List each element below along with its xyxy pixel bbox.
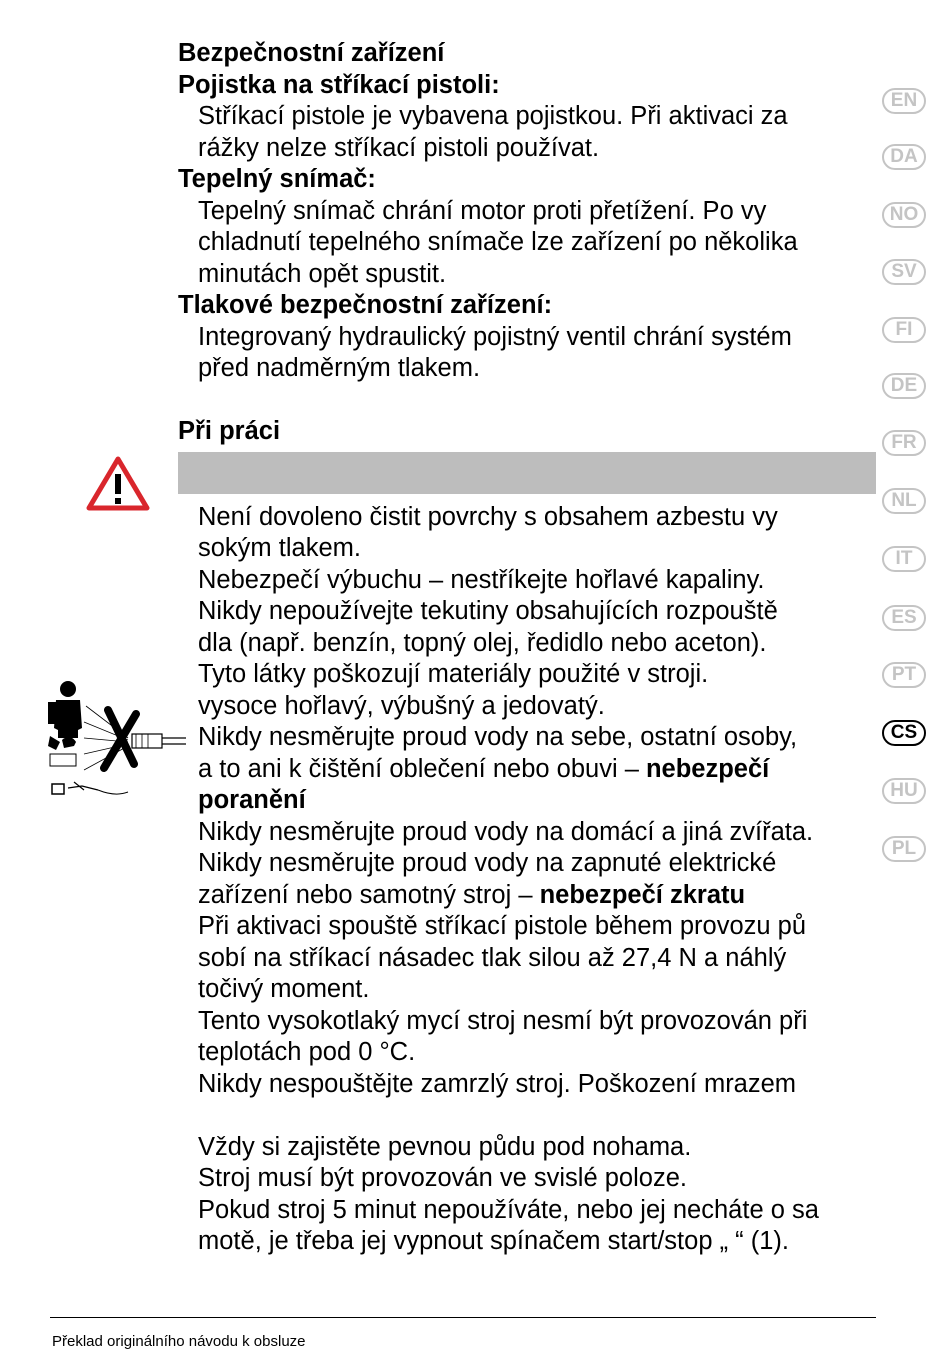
text-line: Tento vysokotlaký mycí stroj nesmí být provozován při [198,1006,808,1035]
lang-tab-pl[interactable]: PL [882,836,926,862]
item-heading: Tepelný snímač: [178,165,376,193]
section-title: Bezpečnostní zařízení [178,39,445,67]
warning-bar [178,452,876,494]
text-line: Stroj musí být provozován ve svislé poloze. [198,1164,687,1192]
lang-tab-nl[interactable]: NL [882,488,926,514]
text-line: Nikdy nesměrujte proud vody na sebe, ostatní osoby, [198,723,798,751]
item-heading: Pojistka na stříkací pistoli: [178,70,500,99]
lang-tab-en[interactable]: EN [882,88,926,114]
item-text: Integrovaný hydraulický pojistný ventil chrání systém před nadměrným tlakem. [198,322,792,382]
item-text: Tepelný snímač chrání motor proti přetížení. Po vy chladnutí tepelného snímače lze zařízení po několika minutách opět spustit. [198,196,798,288]
lang-tab-pt[interactable]: PT [882,662,926,688]
do-not-spray-pictogram [44,678,194,803]
text-line: točivý moment. [198,975,370,1003]
lang-tab-it[interactable]: IT [882,546,926,572]
text-line: Pokud stroj 5 minut nepoužíváte, nebo jej necháte o sa [198,1195,819,1224]
lang-tab-hu[interactable]: HU [882,778,926,804]
lang-tab-fi[interactable]: FI [882,317,926,343]
item-heading: Tlakové bezpečnostní zařízení: [178,291,553,319]
lang-tab-sv[interactable]: SV [882,259,926,285]
work-title: Při práci [178,417,281,445]
text-line: poranění [198,786,306,814]
text-line: a to ani k čištění oblečení nebo obuvi – nebezpečí [198,754,770,783]
text-line: zařízení nebo samotný stroj – nebezpečí zkratu [198,880,746,909]
text-line: Nebezpečí výbuchu – nestříkejte hořlavé kapaliny. [198,565,765,594]
text-line: sobí na stříkací násadec tlak silou až 27,4 N a náhlý [198,943,787,972]
text-line: dla (např. benzín, topný olej, ředidlo nebo aceton). [198,628,767,657]
lang-tab-de[interactable]: DE [882,373,926,399]
warning-triangle-icon [86,456,150,512]
lang-tab-es[interactable]: ES [882,605,926,631]
text-line: Nikdy nespouštějte zamrzlý stroj. Poškození mrazem [198,1069,797,1098]
text-line: Nikdy nepoužívejte tekutiny obsahujících rozpouště [198,597,778,625]
text-line: sokým tlakem. [198,534,361,562]
text-line: Vždy si zajistěte pevnou půdu pod nohama. [198,1132,692,1161]
text-line: teplotách pod 0 °C. [198,1038,416,1066]
lang-tab-no[interactable]: NO [882,202,926,228]
manual-page-content [178,38,878,1258]
text-line: motě, je třeba jej vypnout spínačem start/stop „ “ (1). [198,1227,789,1255]
footer-divider [50,1317,876,1318]
text-line: Není dovoleno čistit povrchy s obsahem azbestu vy [198,502,778,531]
text-line: Při aktivaci spouště stříkací pistole během provozu pů [198,912,807,940]
lang-tab-cs[interactable]: CS [882,720,926,746]
text-line: Tyto látky poškozují materiály použité v stroji. [198,660,709,688]
item-text: Stříkací pistole je vybavena pojistkou. Při aktivaci za rážky nelze stříkací pistoli používat. [198,102,788,162]
lang-tab-fr[interactable]: FR [882,430,926,456]
lang-tab-da[interactable]: DA [882,144,926,170]
footer-text: Překlad originálního návodu k obsluze [52,1333,306,1350]
text-line: Nikdy nesměrujte proud vody na zapnuté elektrické [198,849,777,877]
text-line: Nikdy nesměrujte proud vody na domácí a jiná zvířata. [198,817,814,846]
text-line: vysoce hořlavý, výbušný a jedovatý. [198,691,605,720]
